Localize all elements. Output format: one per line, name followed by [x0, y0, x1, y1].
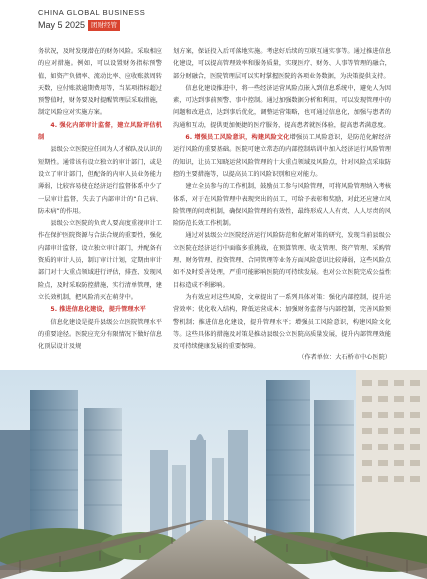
- paragraph: 务状况，及时发现潜在的财务风险。采取相应的应对措施。例如，可以设置财务指标预警值，如资产负债率、流动比率、应收账款周转天数，应付账款逾期费用等，当某项指标超过预警值时，财务要及时提醒管理层采取措施，制定风险应对实施方案。: [38, 48, 162, 117]
- issue-date: May 5 2025: [38, 20, 86, 30]
- city-skyline-photo: [0, 370, 427, 579]
- paragraph: 划方案，保证投入后可落地实施。考虑好后续的互联互通实事等。通过推进信息化建设，可以提高管理效率和服务质量，实现医疗、财务、人事等管理的融合，部分财融合，医院管理层可以实时掌握医院的各项业务数据，为决策提供支持。: [173, 48, 391, 80]
- paragraph: 县级公立医院应任固为人才梯队及认识的短期性。通常该有设立独立的审计部门，或是设立了审计部门，但配备的内审人员业务能力薄弱，比较容易使在经济运行监督体系中少了一层审计监督，失去了内部审计的“自己病、防未病”的作用。: [38, 146, 162, 215]
- section-heading-5: 5. 推进信息化建设，提升管理水平: [50, 306, 146, 314]
- magazine-name: CHINA GLOBAL BUSINESS: [38, 8, 146, 17]
- left-column: [38, 46, 162, 353]
- page-header: [0, 0, 427, 46]
- paragraph: 为有效应对这些风险，文章提出了一系列具体对策：强化内部控制，提升运营效率；优化收入结构，降低运营成本；加强财务监督与内部控制，完善风险预警机制；推进信息化建设，提升管理水平；增强员工风险意识，构建风险文化等。这些具体的措施及对策是推动县级公立医院高质量发展，提升内部管理效能及可持续健康发展的重要保障。: [173, 293, 391, 351]
- section-tag: 团财经管: [88, 20, 120, 31]
- section-heading-4: 4. 强化内部审计监督，建立风险评估机制: [38, 121, 162, 142]
- right-column: [173, 46, 391, 353]
- paragraph: 增强员工风险意识，是防范化解经济运行风险的重要基础。医院可建立常态的内部控制培训中加入经济运行风险管理的知识，让员工知晓运营风险管理的十大重点领域及风险点，针对风险点采取防控的主要措施等，以提高员工的风险识别和应对能力。: [173, 134, 392, 178]
- paragraph: 建立全员参与的工作机制，鼓励员工参与风险管理，可将风险管理纳入考核体系，对于在风险管理中表现突出的员工，可给予表彰和奖励，对此还应建立风险管理的问责机制，确保风险管理的有效性，最终形成人人有责、人人尽责的风险防范长效工作机制。: [173, 183, 391, 228]
- author-affiliation: （作者单位：大石桥市中心医院）: [298, 354, 391, 361]
- paragraph: 信息化建设推进中，将一些经济运营风险点嵌入到信息系统中，避免人为因素，可达到事前预警、事中控制。通过加强数据分析和利用，可以发现管理中的问题和改进点，达到事后优化，调整运营策略，也可通过信息化，加强与患者的沟通和互动，提供更加便捷的医疗服务，提高患者就医体验，提高患者满意度。: [173, 84, 391, 129]
- paragraph: 通过对县级公立医院经济运行风险防范和化解对策的研究，发现当前县级公立医院在经济运行中面临多重挑战，在预算管理、收支管理、资产管理、采购管理、财务管理、投资管理、合同管理等业务方面风险意识比较薄弱，这些风险点如不及时妥善处理，严重可能影响医院的可持续发展。也对公立医院完成公益性目标造成不利影响。: [173, 232, 391, 289]
- paragraph: 信息化建设是提升县级公立医院管理水平的重要途径。医院应充分有限情况下做好信息化顶层设计及规: [38, 318, 162, 351]
- paragraph: 县级公立医院的负责人要高度重视审计工作在保护医院资源与合法合规的重要性，强化内部审计监督，设立独立审计部门，并配备有资质的审计人员，制订审计计划，定期由审计部门对十大重点领域进行评估，排查、发现风险点，及时采取防控措施，实行清单管理，建立长效机制，把风险消灭在萌芽中。: [38, 220, 162, 301]
- section-heading-6: 6. 增强员工风险意识，构建风险文化: [185, 134, 290, 142]
